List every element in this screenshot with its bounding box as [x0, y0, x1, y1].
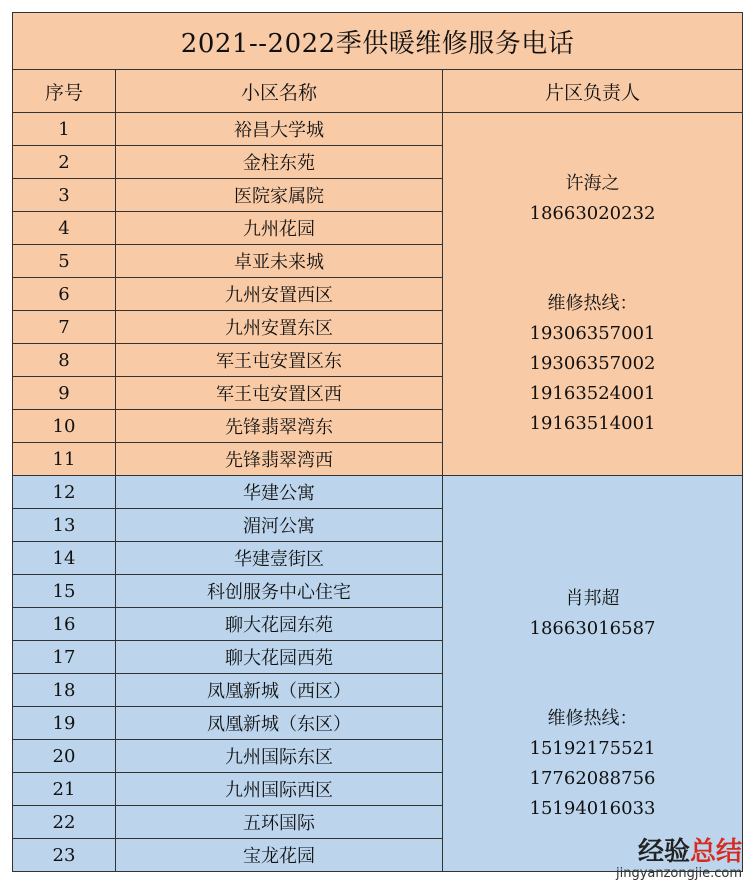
- community-name: 先锋翡翠湾东: [116, 410, 443, 443]
- row-number: 7: [13, 311, 116, 344]
- row-number: 22: [13, 806, 116, 839]
- table-row: [13, 476, 743, 509]
- row-number: 6: [13, 278, 116, 311]
- heating-service-sheet: [12, 12, 742, 872]
- watermark-url: jingyanzongjie.com: [615, 866, 742, 881]
- community-name: 华建壹街区: [116, 542, 443, 575]
- hotline-label: 维修热线：: [547, 707, 638, 729]
- manager-name: 许海之: [565, 173, 620, 194]
- row-number: 14: [13, 542, 116, 575]
- manager-phone: 18663020232: [529, 203, 656, 224]
- community-name: 凤凰新城（东区）: [116, 707, 443, 740]
- sheet-title: 2021--2022季供暖维修服务电话: [13, 13, 743, 70]
- header-number: 序号: [13, 70, 116, 113]
- row-number: 23: [13, 839, 116, 872]
- hotline-number: 19163524001: [529, 383, 656, 404]
- header-community: 小区名称: [116, 70, 443, 113]
- community-name: 卓亚未来城: [116, 245, 443, 278]
- community-name: 医院家属院: [116, 179, 443, 212]
- community-name: 凤凰新城（西区）: [116, 674, 443, 707]
- hotline-number: 19306357002: [529, 353, 656, 374]
- service-table: [12, 12, 743, 872]
- community-name: 金柱东苑: [116, 146, 443, 179]
- row-number: 2: [13, 146, 116, 179]
- community-name: 九州安置西区: [116, 278, 443, 311]
- community-name: 湄河公寓: [116, 509, 443, 542]
- manager-phone: 18663016587: [529, 617, 656, 639]
- community-name: 九州花园: [116, 212, 443, 245]
- community-name: 先锋翡翠湾西: [116, 443, 443, 476]
- row-number: 13: [13, 509, 116, 542]
- row-number: 8: [13, 344, 116, 377]
- row-number: 5: [13, 245, 116, 278]
- row-number: 4: [13, 212, 116, 245]
- community-name: 科创服务中心住宅: [116, 575, 443, 608]
- row-number: 16: [13, 608, 116, 641]
- row-number: 18: [13, 674, 116, 707]
- community-name: 九州国际西区: [116, 773, 443, 806]
- watermark: [616, 838, 742, 881]
- row-number: 11: [13, 443, 116, 476]
- row-number: 15: [13, 575, 116, 608]
- row-number: 9: [13, 377, 116, 410]
- row-number: 10: [13, 410, 116, 443]
- row-number: 17: [13, 641, 116, 674]
- community-name: 九州国际东区: [116, 740, 443, 773]
- row-number: 19: [13, 707, 116, 740]
- community-name: 裕昌大学城: [116, 113, 443, 146]
- manager-contact-1: [443, 113, 743, 476]
- table-row: [13, 113, 743, 146]
- hotline-number: 15194016033: [529, 797, 656, 819]
- community-name: 九州安置东区: [116, 311, 443, 344]
- manager-name: 肖邦超: [565, 587, 620, 609]
- community-name: 宝龙花园: [116, 839, 443, 872]
- row-number: 12: [13, 476, 116, 509]
- row-number: 1: [13, 113, 116, 146]
- hotline-number: 19163514001: [529, 413, 656, 434]
- row-number: 3: [13, 179, 116, 212]
- row-number: 21: [13, 773, 116, 806]
- header-manager: 片区负责人: [443, 70, 743, 113]
- manager-contact-2: [443, 476, 743, 872]
- row-number: 20: [13, 740, 116, 773]
- community-name: 五环国际: [116, 806, 443, 839]
- hotline-number: 15192175521: [529, 737, 656, 759]
- hotline-number: 19306357001: [529, 323, 656, 344]
- community-name: 华建公寓: [116, 476, 443, 509]
- hotline-number: 17762088756: [529, 767, 656, 789]
- hotline-label: 维修热线：: [547, 293, 638, 314]
- community-name: 军王屯安置区东: [116, 344, 443, 377]
- community-name: 军王屯安置区西: [116, 377, 443, 410]
- community-name: 聊大花园西苑: [116, 641, 443, 674]
- community-name: 聊大花园东苑: [116, 608, 443, 641]
- watermark-logo-text: 经验总结: [637, 837, 742, 867]
